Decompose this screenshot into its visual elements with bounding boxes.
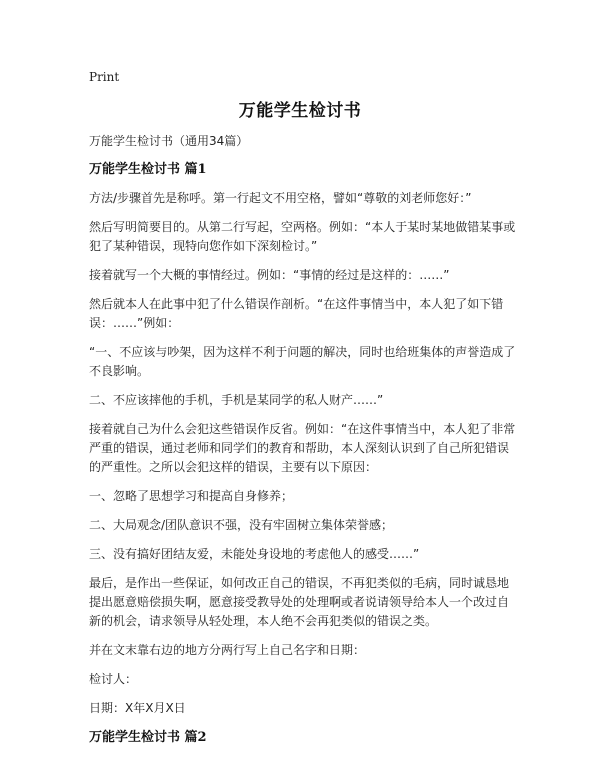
paragraph: 然后写明简要目的。从第二行写起，空两格。例如：“本人于某时某地做错某事或犯了某种错误，现特向您作如下深刻检讨。” xyxy=(89,220,516,253)
print-link[interactable]: Print xyxy=(89,70,120,84)
paragraph: 三、没有搞好团结友爱，未能处身设地的考虑他人的感受……” xyxy=(89,547,420,561)
paragraph: 接着就写一个大概的事情经过。例如：“事情的经过是这样的：……” xyxy=(89,268,450,282)
paragraph: 二、不应该摔他的手机，手机是某同学的私人财产……” xyxy=(89,393,384,407)
signature-line: 检讨人： xyxy=(89,672,138,686)
document-body xyxy=(89,132,519,757)
paragraph: 接着就自己为什么会犯这些错误作反省。例如：“在这件事情当中，本人犯了非常严重的错误，通过老师和同学们的教育和帮助，本人深刻认识到了自己所犯错误的严重性。之所以会犯这样的错误，主要有以下原因： xyxy=(89,422,516,474)
date-line: 日期：X年X月X日 xyxy=(89,701,186,715)
paragraph: “一、不应该与吵架，因为这样不利于问题的解决，同时也给班集体的声誉造成了不良影响。 xyxy=(89,345,516,378)
paragraph: 然后就本人在此事中犯了什么错误作剖析。“在这件事情当中，本人犯了如下错误：……”例如： xyxy=(89,297,504,330)
intro-line: 万能学生检讨书（通用34篇） xyxy=(89,134,249,148)
paragraph: 最后，是作出一些保证，如何改正自己的错误，不再犯类似的毛病，同时诚恳地提出愿意赔偿损失啊，愿意接受教导处的处理啊或者说请领导给本人一个改过自新的机会，请求领导从轻处理，本人绝不会再犯类似的错误之类。 xyxy=(89,576,510,628)
paragraph: 方法/步骤首先是称呼。第一行起文不用空格，譬如“尊敬的刘老师您好：” xyxy=(89,191,472,205)
section-heading-2: 万能学生检讨书 篇2 xyxy=(89,730,207,745)
paragraph: 一、忽略了思想学习和提高自身修养； xyxy=(89,489,294,503)
paragraph: 并在文末靠右边的地方分两行写上自己名字和日期： xyxy=(89,643,366,657)
page-title: 万能学生检讨书 xyxy=(238,101,362,121)
section-heading-1: 万能学生检讨书 篇1 xyxy=(89,162,207,177)
paragraph: 二、大局观念/团队意识不强，没有牢固树立集体荣誉感； xyxy=(89,518,394,532)
